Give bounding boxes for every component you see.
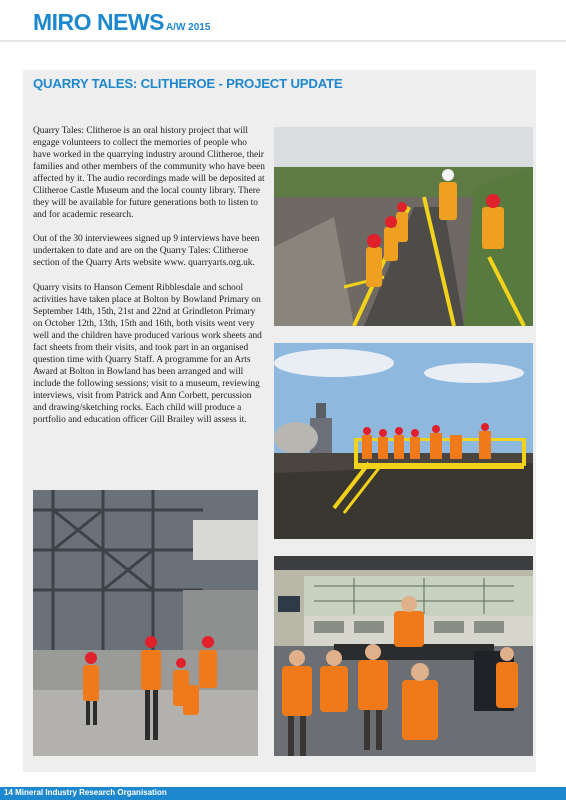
photo-control-room	[274, 556, 533, 756]
article-title: QUARRY TALES: CLITHEROE - PROJECT UPDATE	[33, 76, 343, 91]
article-body	[33, 125, 265, 438]
masthead-issue: A/W 2015	[165, 22, 211, 33]
photo-cement-works	[33, 490, 258, 756]
photo-quarry-walkway	[274, 127, 533, 326]
photo-control-room-image	[274, 556, 533, 756]
masthead	[0, 0, 566, 44]
masthead-title	[33, 9, 210, 36]
masthead-divider	[0, 40, 566, 42]
footer-text: 14 Mineral Industry Research Organisation	[4, 788, 167, 797]
footer-bar	[0, 787, 566, 800]
photo-quarry-platform	[274, 343, 533, 539]
masthead-title-text: MIRO NEWS	[33, 9, 164, 35]
photo-quarry-walkway-image	[274, 127, 533, 326]
photo-cement-works-image	[33, 490, 258, 756]
article-paragraph: Quarry visits to Hanson Cement Ribblesdale and school activities have taken place at Bolton by Bowland Primary on September 14th, 15th, 21st and 22nd at Grindleton Primary on October 12th, 13th, 15th and 16th, both visits went very well and the children have produced various work sheets and fact sheets from their visits, and took part in an organised question time with Quarry Staff. A programme for an Arts Award at Bolton in Bowland has been arranged and will include the following sessions; visit to a museum, reviewing interviews, visit from Patrick and Ann Corbett, percussion and drawing/sketching rocks. Each child will produce a portfolio and education officer Gill Brailey will assess it.	[33, 282, 262, 426]
article-paragraph: Out of the 30 interviewees signed up 9 interviews have been undertaken to date and are on the Quarry Tales: Clitheroe section of the Quarry Arts website www. quarryarts.org.uk.	[33, 234, 260, 269]
article-paragraph: Quarry Tales: Clitheroe is an oral history project that will engage volunteers to collect the memories of people who have worked in the quarrying industry around Clitheroe, their families and other members of the community who have been affected by it. The audio recordings made will be deposited at Clitheroe Castle Museum and the local county library. There they will be available for future generations both to listen to and for academic research.	[33, 126, 265, 221]
photo-quarry-platform-image	[274, 343, 533, 539]
